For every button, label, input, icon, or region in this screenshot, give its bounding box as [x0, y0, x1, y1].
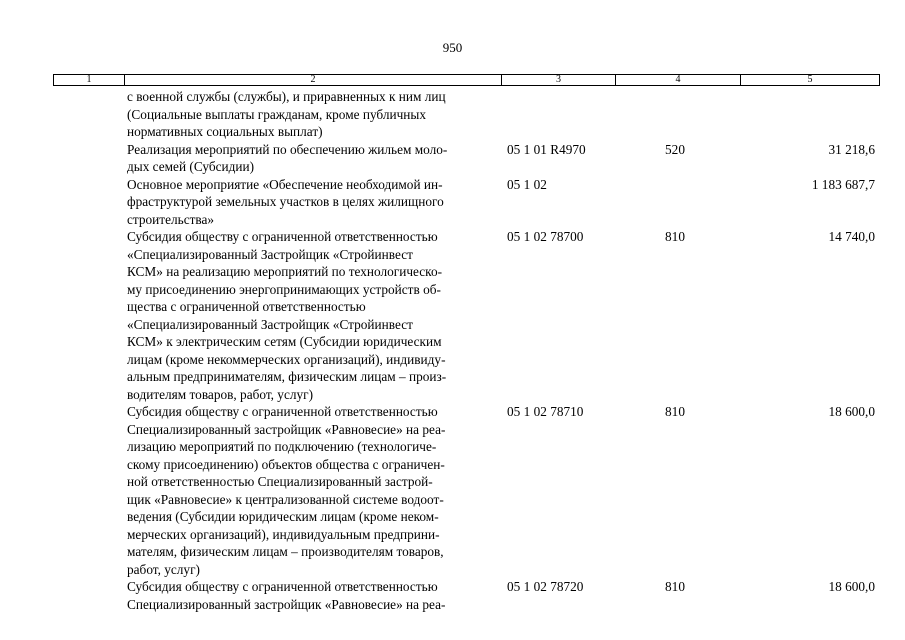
row-code: 05 1 02 78710 — [507, 404, 584, 419]
row-amount: 14 740,0 — [828, 229, 875, 244]
description-line: Основное мероприятие «Обеспечение необходимой ин- — [127, 176, 443, 192]
description-line: Специализированный застройщик «Равновесие» на реа- — [127, 596, 446, 612]
table-row — [0, 403, 905, 578]
description-line: фраструктурой земельных участков в целях жилищного — [127, 194, 444, 209]
description-line: лизацию мероприятий по подключению (технологиче- — [127, 439, 437, 454]
row-description — [127, 228, 497, 403]
description-line: КСМ» к электрическим сетям (Субсидии юридическим — [127, 334, 442, 349]
row-description — [127, 176, 497, 229]
description-line: Специализированный застройщик «Равновесие» на реа- — [127, 421, 446, 437]
row-amount: 1 183 687,7 — [811, 176, 875, 192]
table-row — [0, 141, 905, 176]
description-line: лицам (кроме некоммерческих организаций), индивиду- — [127, 351, 446, 367]
row-description — [127, 88, 497, 141]
table-row — [0, 578, 905, 613]
description-line: «Специализированный Застройщик «Стройинвест — [127, 316, 413, 332]
column-number-header — [53, 74, 880, 86]
description-line: мателям, физическим лицам – производителям товаров, — [127, 544, 444, 559]
row-code: 05 1 02 78720 — [507, 579, 584, 594]
row-type: 810 — [665, 579, 685, 594]
description-line: нормативных социальных выплат) — [127, 124, 323, 139]
description-line: работ, услуг) — [127, 561, 200, 577]
description-line: щества с ограниченной ответственностью — [127, 299, 366, 314]
description-line: щик «Равновесие» к централизованной системе водоот- — [127, 491, 444, 507]
description-line: КСМ» на реализацию мероприятий по технологическо- — [127, 264, 443, 279]
description-line: строительства» — [127, 211, 215, 227]
header-col-2: 2 — [125, 75, 502, 86]
description-line: Субсидия обществу с ограниченной ответственностью — [127, 229, 438, 244]
header-col-4: 4 — [616, 75, 741, 86]
description-line: (Социальные выплаты гражданам, кроме публичных — [127, 106, 427, 122]
page-number: 950 — [442, 40, 463, 55]
description-line: му присоединению энергопринимающих устройств об- — [127, 281, 441, 297]
description-line: с военной службы (службы), и приравненных к ним лиц — [127, 89, 446, 104]
row-code: 05 1 02 — [507, 176, 547, 192]
header-col-3: 3 — [502, 75, 616, 86]
row-type: 810 — [665, 404, 685, 419]
header-row — [54, 75, 880, 86]
row-type: 520 — [665, 141, 685, 157]
row-type: 810 — [665, 229, 685, 244]
table-row — [0, 228, 905, 403]
description-line: дых семей (Субсидии) — [127, 159, 255, 174]
row-code: 05 1 01 R4970 — [507, 141, 586, 157]
description-line: скому присоединению) объектов общества с ограничен- — [127, 456, 445, 472]
row-amount: 18 600,0 — [828, 404, 875, 419]
description-line: мерческих организаций), индивидуальным предприни- — [127, 526, 440, 542]
row-amount: 18 600,0 — [828, 579, 875, 594]
header-col-5: 5 — [741, 75, 880, 86]
description-line: Субсидия обществу с ограниченной ответственностью — [127, 404, 438, 419]
budget-table-body — [0, 88, 905, 613]
table-row — [0, 176, 905, 229]
row-amount: 31 218,6 — [828, 141, 875, 157]
description-line: Реализация мероприятий по обеспечению жильем моло- — [127, 141, 448, 157]
description-line: альным предпринимателям, физическим лицам – произ- — [127, 369, 447, 384]
row-description — [127, 578, 497, 613]
header-col-1: 1 — [54, 75, 125, 86]
description-line: ведения (Субсидии юридическим лицам (кроме неком- — [127, 509, 439, 524]
description-line: ной ответственностью Специализированный застрой- — [127, 474, 433, 489]
row-description — [127, 141, 497, 176]
row-code: 05 1 02 78700 — [507, 229, 584, 244]
description-line: Субсидия обществу с ограниченной ответственностью — [127, 579, 438, 594]
table-row — [0, 88, 905, 141]
description-line: водителям товаров, работ, услуг) — [127, 386, 314, 402]
description-line: «Специализированный Застройщик «Стройинвест — [127, 246, 413, 262]
row-description — [127, 403, 497, 578]
